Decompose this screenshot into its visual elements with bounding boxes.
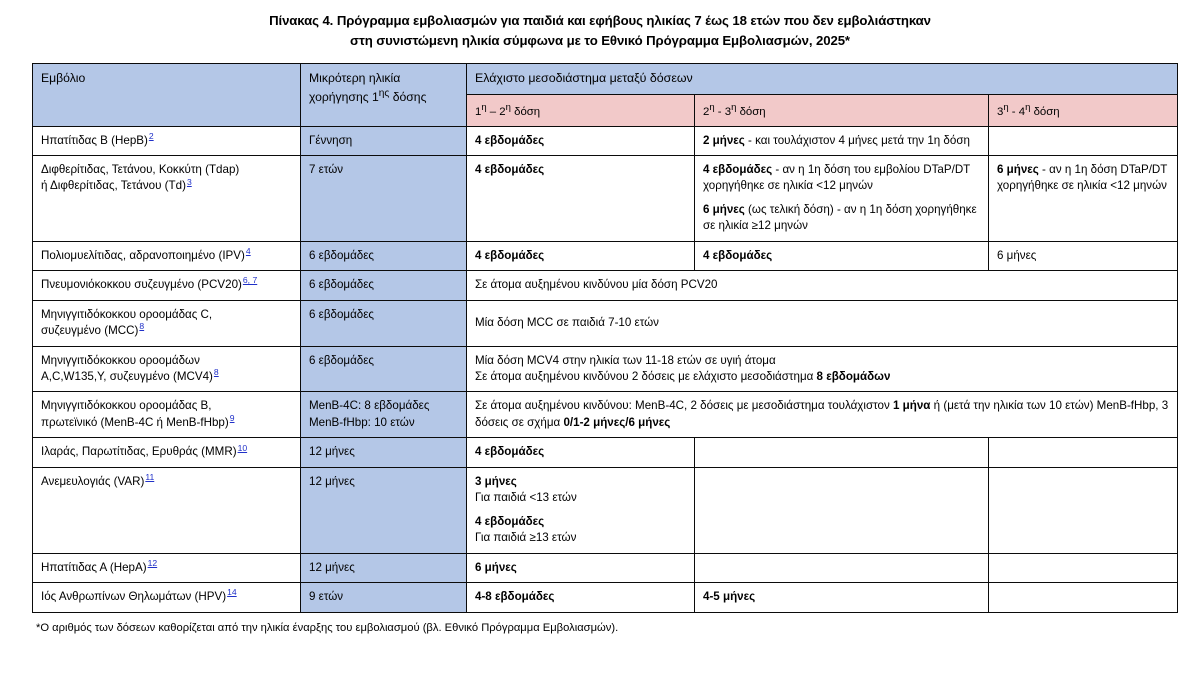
min-age-menb [301,392,467,438]
table-row [33,467,1178,553]
interval-span-line-1: Μία δόση MCV4 στην ηλικία των 11-18 ετών σε υγιή άτομα [475,353,776,367]
page-title [0,0,1200,52]
vaccination-schedule-table [32,63,1178,613]
dose-2-3-a: 2 [703,105,710,118]
interval-3-4-hpv [989,583,1178,612]
vaccine-label-line-2: A,C,W135,Y, συζευγμένο (MCV4) [41,370,213,384]
dose-3-4-sup-b: η [1025,101,1031,113]
interval-rest: Για παιδιά <13 ετών [475,491,577,505]
interval-bold: 4 εβδομάδες [475,514,545,528]
dose-3-4-sup-a: η [1003,101,1009,113]
interval-1-2-var [467,467,695,553]
dose-1-2-mid: – 2 [486,105,506,118]
column-header-minimum-interval: Ελάχιστο μεσοδιάστημα μεταξύ δόσεων [467,63,1178,94]
vaccine-label-line-1: Μηνιγγιτιδόκοκκου οροομάδας Β, [41,399,212,413]
vaccine-label: Ηπατίτιδας Β (HepB) [41,133,148,147]
interval-2-3-tdap [695,155,989,241]
interval-1-2-tdap [467,155,695,241]
min-age-mcc: 6 εβδομάδες [301,300,467,346]
interval-2-3-hepa [695,553,989,582]
interval-bold: 4 εβδομάδες [703,162,773,176]
interval-3-4-hepa [989,553,1178,582]
table-row [33,553,1178,582]
vaccine-name-var [33,467,301,553]
vaccine-label: Ηπατίτιδας Α (HepA) [41,560,147,574]
interval-bold: 6 μήνες [475,560,517,574]
min-age-ipv: 6 εβδομάδες [301,241,467,270]
interval-3-4-tdap [989,155,1178,241]
interval-rest: - αν η 1η δόση DTaP/DT χορηγήθηκε σε ηλικία <12 μηνών [997,162,1168,193]
interval-3-4-hepb [989,126,1178,155]
interval-bold: 4 εβδομάδες [475,162,545,176]
interval-paragraph-2 [703,202,981,235]
interval-1-2-mmr [467,438,695,467]
table-row [33,155,1178,241]
interval-span-menb [467,392,1178,438]
interval-bold: 3 μήνες [475,474,517,488]
dose-2-3-sup-b: η [731,101,737,113]
header-row-top [33,63,1178,94]
interval-bold-b: 0/1-2 μήνες/6 μήνες [563,415,671,429]
interval-bold: 8 εβδομάδων [816,370,891,384]
vaccine-label-line-2: ή Διφθερίτιδας, Τετάνου (Td) [41,179,186,193]
table-row [33,392,1178,438]
interval-rest: 6 μήνες [997,248,1037,262]
interval-span-pcv20: Σε άτομα αυξημένου κινδύνου μία δόση PCV20 [467,271,1178,300]
interval-bold: 4-8 εβδομάδες [475,590,555,604]
paragraph-spacer [703,195,981,202]
interval-3-4-ipv [989,241,1178,270]
minimum-age-line-2: χορήγησης 1 [309,90,379,105]
footnote-ref[interactable]: 10 [237,442,248,453]
interval-bold: 4 εβδομάδες [475,133,545,147]
dose-1-2-sup-a: η [481,101,487,113]
table-row [33,346,1178,392]
dose-1-2-tail: δόση [510,105,541,118]
vaccine-name-pcv20 [33,271,301,300]
footnote-ref[interactable]: 2 [148,130,154,141]
footnote-ref[interactable]: 6, 7 [242,275,258,286]
vaccine-name-hepa [33,553,301,582]
min-age-tdap: 7 ετών [301,155,467,241]
interval-rest: Για παιδιά ≥13 ετών [475,531,577,545]
vaccine-label: Ιλαράς, Παρωτίτιδας, Ερυθράς (MMR) [41,445,237,459]
interval-2-3-hpv [695,583,989,612]
vaccine-name-mmr [33,438,301,467]
min-age-line-2: MenB-fHbp: 10 ετών [309,415,415,429]
dose-2-3-tail: δόση [736,105,766,118]
vaccine-label-line-2: συζευγμένο (MCC) [41,324,139,338]
table-row [33,126,1178,155]
interval-3-4-var [989,467,1178,553]
dose-2-3-sup-a: η [709,101,715,113]
footnote-ref[interactable]: 8 [213,367,219,378]
page-title-line-2: στη συνιστώμενη ηλικία σύμφωνα με το Εθνικό Πρόγραμμα Εμβολιασμών, 2025* [350,33,850,49]
dose-3-4-a: 3 [997,105,1004,118]
min-age-hepa: 12 μήνες [301,553,467,582]
interval-paragraph-1 [475,474,687,507]
interval-bold: 2 μήνες [703,133,745,147]
vaccine-name-mcc [33,300,301,346]
interval-2-3-hepb [695,126,989,155]
dose-1-2-sup-b: η [505,101,511,113]
min-age-hepb: Γέννηση [301,126,467,155]
page-title-line-1: Πίνακας 4. Πρόγραμμα εμβολιασμών για παιδιά και εφήβους ηλικίας 7 έως 18 ετών που δεν εμβολιάστηκαν [269,13,931,28]
interval-span-line-2 [475,369,1170,385]
vaccine-label-line-1: Μηνιγγιτιδόκοκκου οροομάδας C, [41,307,213,321]
footnote-ref[interactable]: 8 [139,321,145,332]
vaccine-name-ipv [33,241,301,270]
interval-2-3-ipv [695,241,989,270]
vaccine-label: Πνευμονιόκοκκου συζευγμένο (PCV20) [41,278,242,292]
table-body [33,126,1178,612]
footnote-ref[interactable]: 14 [227,587,237,598]
table-header [33,63,1178,126]
interval-paragraph-1 [703,162,981,195]
dose-1-2-a: 1 [475,105,482,118]
interval-bold: 6 μήνες [703,202,745,216]
interval-paragraph-2 [475,514,687,547]
table-row [33,271,1178,300]
interval-bold: 6 μήνες [997,162,1039,176]
table-row [33,438,1178,467]
interval-rest-b: ή (μετά την ηλικία των 10 ετών) MenB-fHbp, 3 δόσεις σε σχήμα [475,399,1169,429]
minimum-age-line-2-tail: δόσης [389,90,427,105]
footnote-ref[interactable]: 4 [245,245,251,256]
dose-3-4-mid: - 4 [1008,105,1026,118]
interval-span-mcv4 [467,346,1178,392]
vaccine-label: Ανεμευλογιάς (VAR) [41,474,145,488]
interval-bold: 4-5 μήνες [703,590,756,604]
interval-span-mcc: Μία δόση MCC σε παιδιά 7-10 ετών [467,300,1178,346]
interval-bold: 4 εβδομάδες [703,248,773,262]
vaccine-label-line-1: Μηνιγγιτιδόκοκκου οροομάδων [41,353,200,367]
vaccine-name-hepb [33,126,301,155]
column-header-dose-1-2 [467,94,695,126]
footnote-ref[interactable]: 3 [186,176,192,187]
vaccine-name-mcv4 [33,346,301,392]
interval-1-2-hpv [467,583,695,612]
minimum-age-line-1: Μικρότερη ηλικία [309,70,401,85]
table-row [33,241,1178,270]
interval-rest: - αν η 1η δόση του εμβολίου DTaP/DT χορηγήθηκε σε ηλικία <12 μηνών [703,162,971,193]
vaccine-label-line-2: πρωτεϊνικό (MenB-4C ή MenB-fHbp) [41,415,229,429]
min-age-hpv: 9 ετών [301,583,467,612]
min-age-mmr: 12 μήνες [301,438,467,467]
minimum-age-ordinal: ης [378,88,390,100]
footnote-ref[interactable]: 9 [229,413,235,424]
dose-3-4-tail: δόση [1030,105,1060,118]
interval-bold: 4 εβδομάδες [475,248,545,262]
min-age-mcv4: 6 εβδομάδες [301,346,467,392]
interval-1-2-ipv [467,241,695,270]
dose-2-3-mid: - 3 [714,105,732,118]
interval-bold: 4 εβδομάδες [475,445,545,459]
vaccine-name-hpv [33,583,301,612]
table-row [33,583,1178,612]
vaccine-name-tdap [33,155,301,241]
interval-1-2-hepb [467,126,695,155]
interval-rest-a: Σε άτομα αυξημένου κινδύνου: MenB-4C, 2 δόσεις με μεσοδιάστημα τουλάχιστον [475,399,894,413]
interval-bold-a: 1 μήνα [893,399,931,413]
interval-rest: Σε άτομα αυξημένου κινδύνου 2 δόσεις με ελάχιστο μεσοδιάστημα [475,370,817,384]
table-footnote: *Ο αριθμός των δόσεων καθορίζεται από την ηλικία έναρξης του εμβολιασμού (βλ. Εθνικό Πρόγραμμα Εμβολιασμών). [36,621,619,634]
vaccine-label: Πολιομυελίτιδας, αδρανοποιημένο (IPV) [41,248,245,262]
min-age-var: 12 μήνες [301,467,467,553]
interval-2-3-mmr [695,438,989,467]
interval-2-3-var [695,467,989,553]
vaccine-label: Ιός Ανθρωπίνων Θηλωμάτων (HPV) [41,590,227,604]
vaccine-label-line-1: Διφθερίτιδας, Τετάνου, Κοκκύτη (Tdap) [41,162,240,176]
interval-1-2-hepa [467,553,695,582]
column-header-dose-2-3 [695,94,989,126]
footnote-ref[interactable]: 11 [145,471,155,482]
column-header-dose-3-4 [989,94,1178,126]
table-row [33,300,1178,346]
footnote-ref[interactable]: 12 [147,557,158,568]
column-header-minimum-age [301,63,467,126]
column-header-vaccine: Εμβόλιο [33,63,301,126]
interval-3-4-mmr [989,438,1178,467]
interval-rest: (ως τελική δόση) - αν η 1η δόση χορηγήθηκε σε ηλικία ≥12 μηνών [703,202,977,233]
paragraph-spacer [475,507,687,514]
min-age-pcv20: 6 εβδομάδες [301,271,467,300]
vaccine-name-menb [33,392,301,438]
interval-rest: - και τουλάχιστον 4 μήνες μετά την 1η δόση [744,133,970,147]
min-age-line-1: MenB-4C: 8 εβδομάδες [309,399,430,413]
